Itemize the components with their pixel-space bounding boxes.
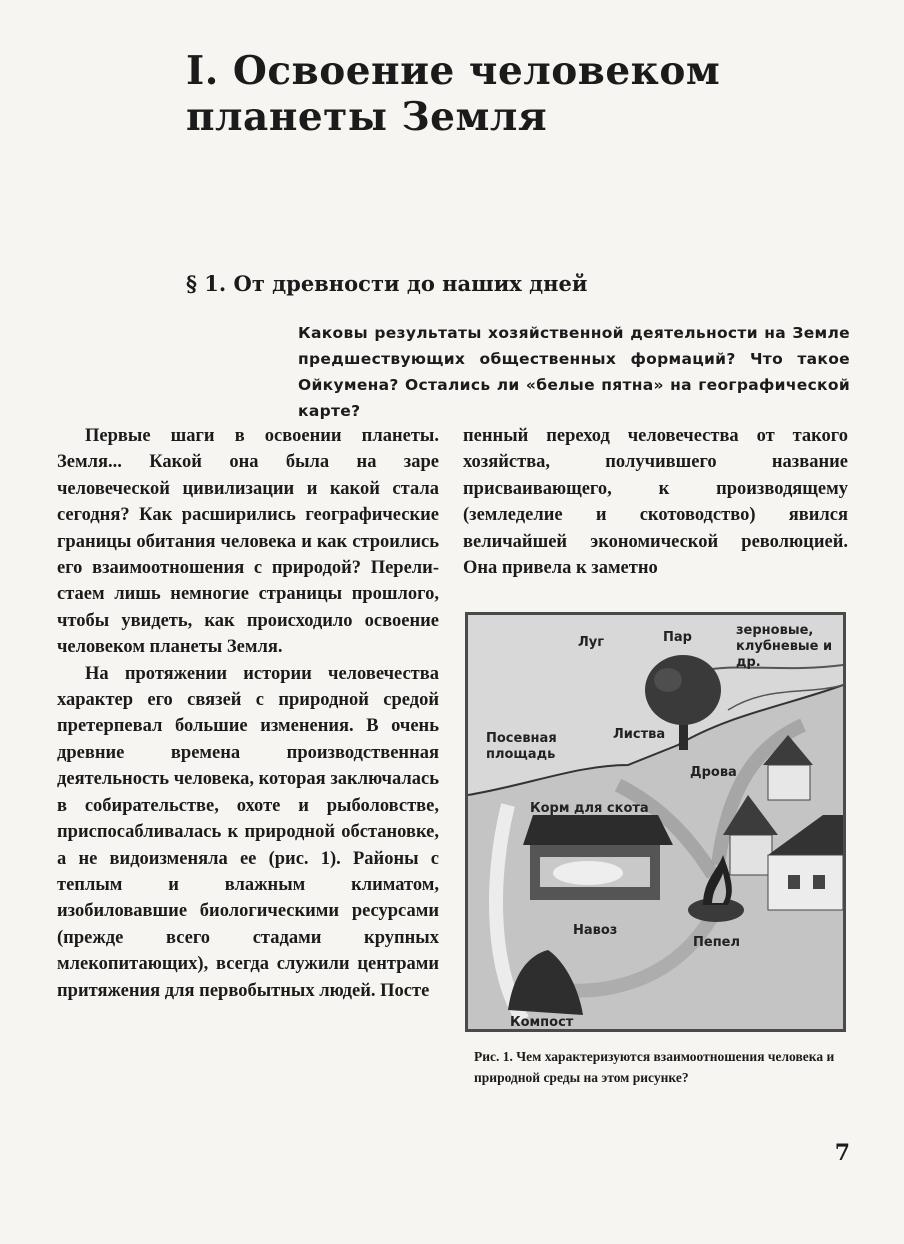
figure-drawing (468, 615, 843, 1029)
figure-label-ash: Пепел (693, 935, 741, 950)
figure-label-firewood: Дрова (690, 765, 737, 780)
figure-illustration (465, 612, 846, 1032)
chapter-title-line1: I. Освоение человеком (186, 48, 721, 94)
figure-label-leaves: Листва (613, 727, 666, 742)
figure-label-meadow: Луг (578, 635, 605, 650)
figure-label-fodder: Корм для скота (530, 801, 649, 816)
paragraph (57, 423, 439, 661)
section-title: § 1. От древности до наших дней (186, 271, 588, 296)
figure-label-compost: Компост (510, 1015, 574, 1030)
paragraph-lead: Первые шаги в освоении планеты. (85, 426, 439, 446)
figure-label-sown-area: Посевная площадь (486, 731, 557, 762)
paragraph: На протяжении истории человечества характер его связей с природной средой претерпевал большие изменения. В очень древние времена производственная деятельность человека, которая заключалась в собирательстве, охоте и рыболовстве, приспосабливалась к природной обстановке, а не видоизменяла ее (рис. 1). Районы с теплым и влажным климатом, изобиловавшие биологическими ресурсами (прежде всего стадами крупных млекопитающих), всегда служили центрами притяжения для первобытных людей. Посте (57, 663, 439, 1001)
chapter-title-line2: планеты Земля (186, 94, 548, 140)
figure-label-manure: Навоз (573, 923, 618, 938)
text-column-right (463, 423, 848, 581)
paragraph-text: Земля... Какой она была на заре человеческой цивилизации и какой стала сегодня? Как расширились географические границы обитания человека и как строились его взаимоотношения с природой? Перелистаем лишь немногие страницы прошлого, чтобы увидеть, как происходило освоение человеком планеты Земля. (57, 452, 439, 658)
text-column-left (57, 423, 439, 1004)
page-number: 7 (834, 1140, 850, 1166)
paragraph: пенный переход человечества от такого хозяйства, получившего название присваивающего, к производящему (земледелие и скотоводство) явился величайшей экономической революцией. Она привела к заметно (463, 426, 848, 579)
figure-caption: Рис. 1. Чем характеризуются взаимоотношения человека и природной среды на этом рисунке? (474, 1049, 835, 1085)
chapter-title (186, 48, 826, 140)
section-questions: Каковы результаты хозяйственной деятельности на Земле предшествующих общественных формаций? Что такое Ойкумена? Остались ли «белые пятна» на географической карте? (298, 324, 850, 420)
figure-label-fallow: Пар (663, 630, 692, 645)
figure-label-crops: зерновые, клубневые и др. (736, 623, 833, 670)
